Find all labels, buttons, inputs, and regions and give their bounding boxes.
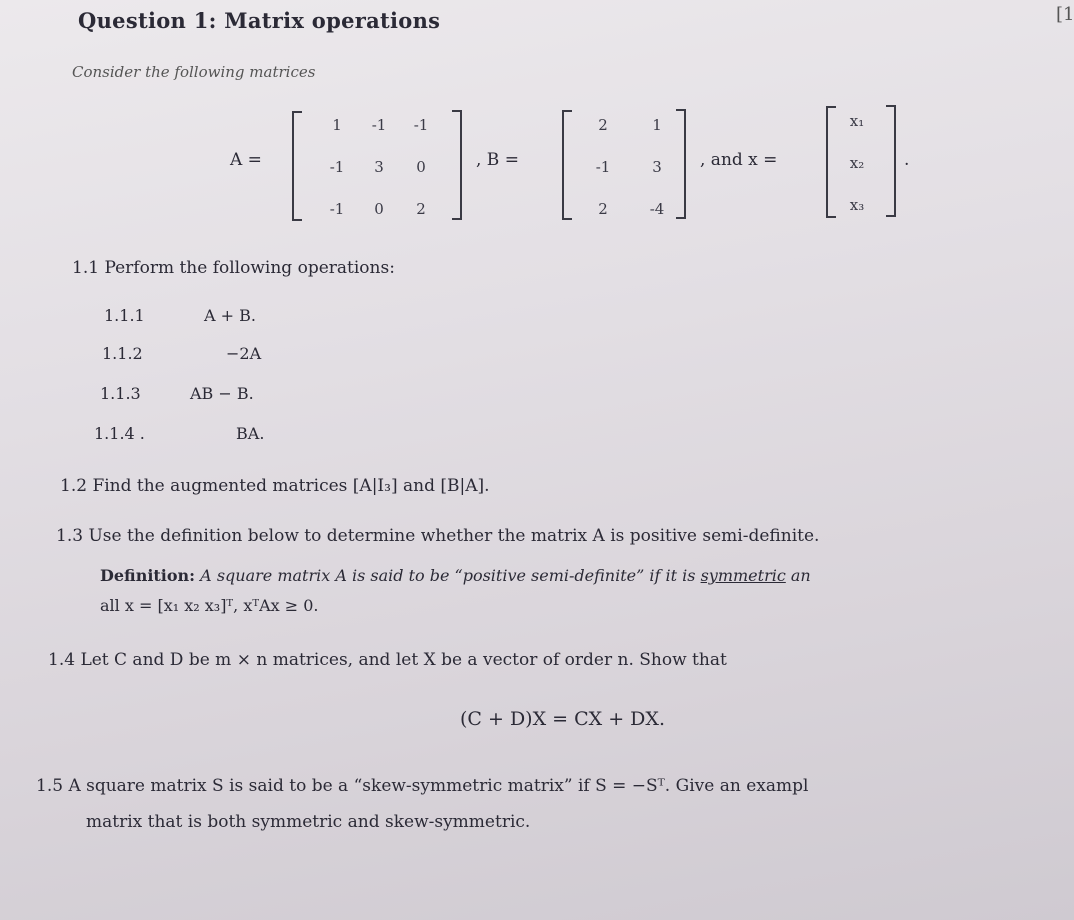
definition-tail: an [790, 566, 811, 585]
definition-text: A square matrix A is said to be “positive semi-definite” if it is [200, 566, 696, 585]
matrix-end-period: . [904, 150, 910, 170]
matrix-a-label: A = [230, 150, 262, 170]
matrix-b-cell: -1 [595, 158, 611, 176]
definition-label: Definition: [100, 566, 196, 585]
definition-line-1 [100, 566, 811, 585]
matrix-a-cell: -1 [413, 116, 429, 134]
matrix-b-right-bracket [676, 109, 686, 219]
q1-1-item-expression: A + B. [204, 306, 256, 325]
matrix-a-left-bracket [292, 111, 302, 221]
matrix-b-cell: -4 [649, 200, 665, 218]
q1-4-text: 1.4 Let C and D be m × n matrices, and let X be a vector of order n. Show that [48, 650, 727, 670]
q1-4-equation: (C + D)X = CX + DX. [460, 708, 665, 730]
definition-line-2: all x = [x₁ x₂ x₃]ᵀ, xᵀAx ≥ 0. [100, 596, 319, 615]
q1-1-item-number: 1.1.3 [100, 384, 141, 403]
q1-1-heading: 1.1 Perform the following operations: [72, 258, 395, 278]
matrix-a-cell: -1 [371, 116, 387, 134]
matrix-b-cell: 2 [598, 116, 608, 134]
question-title: Question 1: Matrix operations [78, 8, 441, 33]
matrix-a-cell: -1 [329, 158, 345, 176]
matrix-a-cell: -1 [329, 200, 345, 218]
matrix-b-cell: 3 [652, 158, 662, 176]
matrix-b-cell: 1 [652, 116, 662, 134]
matrix-a-cell: 3 [374, 158, 384, 176]
vector-x-cell: x₁ [849, 112, 865, 130]
q1-5-line-1: 1.5 A square matrix S is said to be a “skew-symmetric matrix” if S = −Sᵀ. Give an exampl [36, 776, 809, 796]
vector-x-label: , and x = [700, 150, 778, 170]
q1-5-line-2: matrix that is both symmetric and skew-symmetric. [86, 812, 531, 832]
intro-text: Consider the following matrices [72, 63, 316, 81]
q1-1-item-number: 1.1.2 [102, 344, 143, 363]
q1-1-item-number: 1.1.4 . [94, 424, 145, 443]
q1-2-text: 1.2 Find the augmented matrices [A|I₃] and [B|A]. [60, 476, 490, 496]
q1-1-item-number: 1.1.1 [104, 306, 145, 325]
matrix-a-cell: 1 [332, 116, 342, 134]
matrix-a-right-bracket [452, 110, 462, 220]
matrix-a-cell: 0 [416, 158, 426, 176]
matrix-b-label: , B = [476, 150, 519, 170]
vector-x-left-bracket [826, 106, 836, 218]
matrix-b-left-bracket [562, 110, 572, 220]
matrix-a-cell: 0 [374, 200, 384, 218]
q1-3-text: 1.3 Use the definition below to determine whether the matrix A is positive semi-definite. [56, 526, 820, 546]
q1-1-item-expression: −2A [226, 344, 262, 363]
q1-1-item-expression: BA. [236, 424, 265, 443]
vector-x-right-bracket [886, 105, 896, 217]
vector-x-cell: x₃ [849, 196, 865, 214]
vector-x-cell: x₂ [849, 154, 865, 172]
q1-1-item-expression: AB − B. [190, 384, 254, 403]
matrix-a-cell: 2 [416, 200, 426, 218]
definition-symmetric: symmetric [700, 566, 786, 585]
matrix-b-cell: 2 [598, 200, 608, 218]
page-mark: [1 [1056, 4, 1074, 25]
